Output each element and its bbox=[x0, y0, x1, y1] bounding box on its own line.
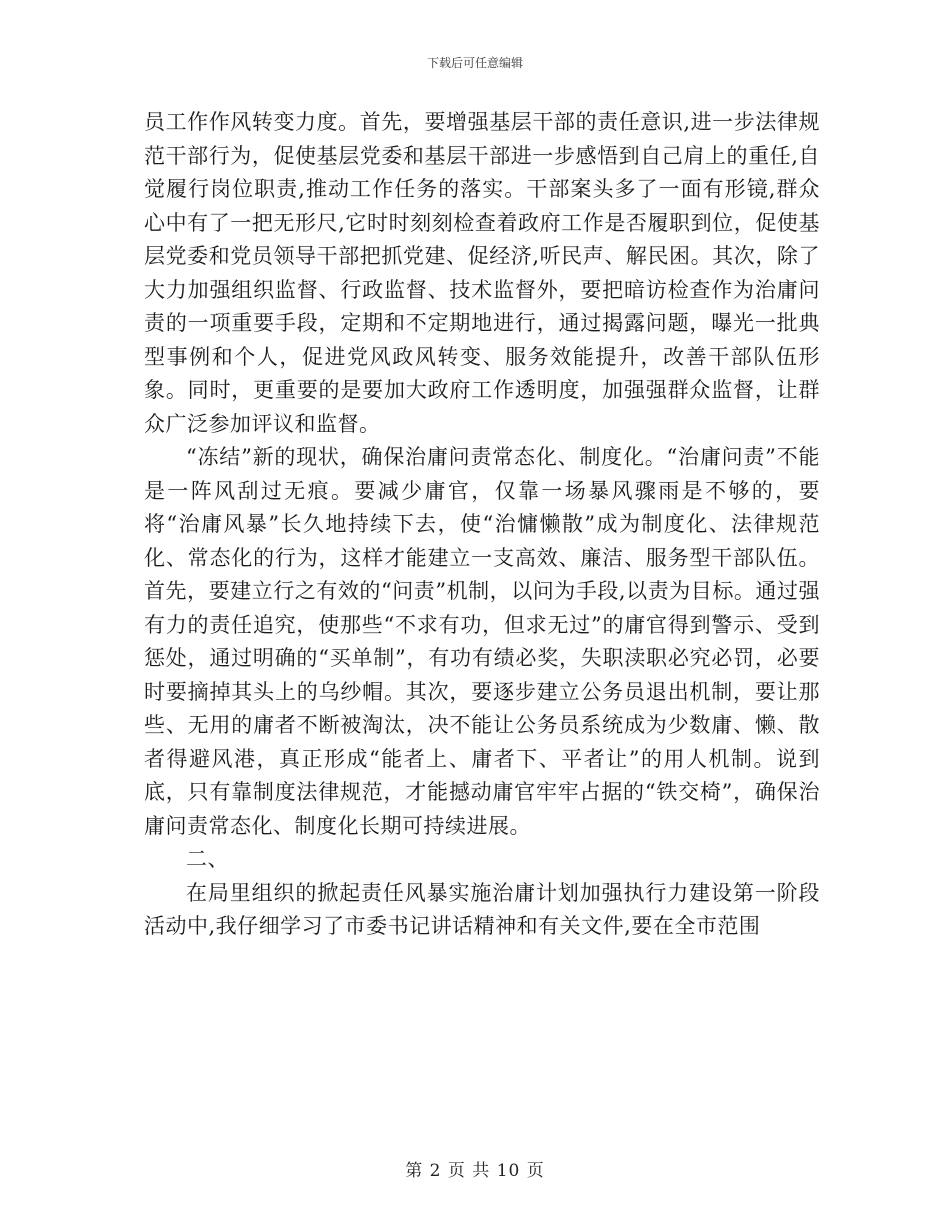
paragraph-freeze-status: “冻结”新的现状，确保治庸问责常态化、制度化。“治庸问责”不能是一阵风刮过无痕。要减少庸官，仅靠一场暴风骤雨是不够的，要将“治庸风暴”长久地持续下去，使“治慵懒散”成为制度化、法律规范化、常态化的行为，这样才能建立一支高效、廉洁、服务型干部队伍。首先，要建立行之有效的“问责”机制，以问为手段,以责为目标。通过强有力的责任追究，使那些“不求有功，但求无过”的庸官得到警示、受到惩处，通过明确的“买单制”，有功有绩必奖，失职渎职必究必罚，必要时要摘掉其头上的乌纱帽。其次，要逐步建立公务员退出机制，要让那些、无用的庸者不断被淘汰，决不能让公务员系统成为少数庸、懒、散者得避风港，真正形成“能者上、庸者下、平者让”的用人机制。说到底，只有靠制度法律规范，才能撼动庸官牢牢占据的“铁交椅”，确保治庸问责常态化、制度化长期可持续进展。 bbox=[144, 445, 820, 838]
page-number: 第 2 页 共 10 页 bbox=[405, 1161, 545, 1181]
page-header-note: 下载后可任意编辑 bbox=[426, 56, 523, 70]
section-heading-two: 二、 bbox=[186, 847, 229, 871]
paragraph-bureau-activity: 在局里组织的掀起责任风暴实施治庸计划加强执行力建设第一阶段活动中,我仔细学习了市委书记讲话精神和有关文件,要在全市范围 bbox=[144, 880, 820, 938]
document-body bbox=[144, 106, 820, 944]
paragraph-continuation: 员工作作风转变力度。首先，要增强基层干部的责任意识,进一步法律规范干部行为，促使基层党委和基层干部进一步感悟到自己肩上的重任,自觉履行岗位职责,推动工作任务的落实。干部案头多了一面有形镜,群众心中有了一把无形尺,它时时刻刻检查着政府工作是否履职到位，促使基层党委和党员领导干部把抓党建、促经济,听民声、解民困。其次，除了大力加强组织监督、行政监督、技术监督外，要把暗访检查作为治庸问责的一项重要手段，定期和不定期地进行，通过揭露问题，曝光一批典型事例和个人，促进党风政风转变、服务效能提升，改善干部队伍形象。同时，更重要的是要加大政府工作透明度，加强强群众监督，让群众广泛参加评议和监督。 bbox=[144, 110, 820, 436]
